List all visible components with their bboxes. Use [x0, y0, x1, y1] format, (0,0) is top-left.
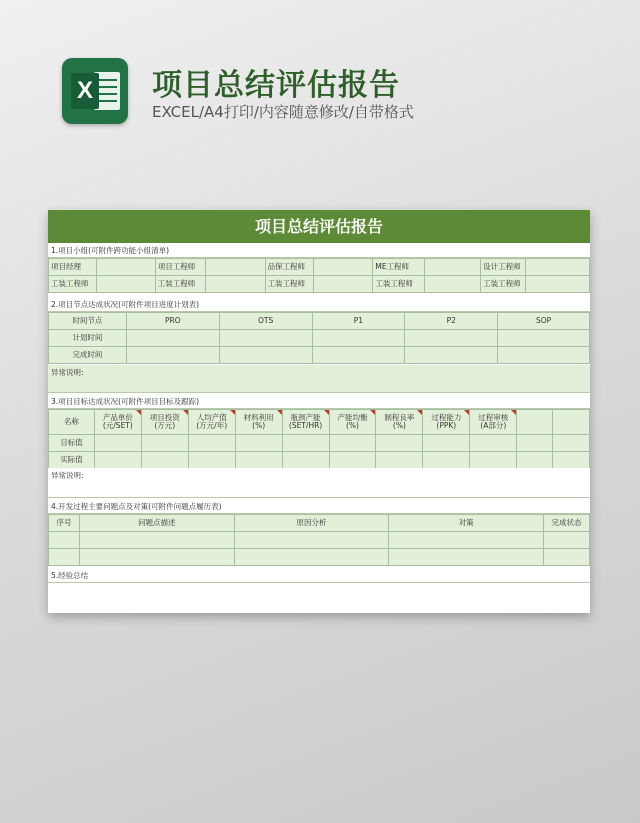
team-row: [49, 276, 590, 293]
issue-cell[interactable]: [389, 549, 544, 566]
team-table: [48, 258, 590, 293]
target-header: 过程能力 (PPK): [423, 410, 470, 435]
target-header: 人均产值 (万元/年): [188, 410, 235, 435]
page-subtitle: EXCEL/A4打印/内容随意修改/自带格式: [152, 103, 414, 121]
target-header: 过程审核 (A部分): [470, 410, 517, 435]
excel-letter: X: [71, 73, 99, 109]
date-cell[interactable]: [219, 347, 312, 364]
target-exception-note[interactable]: 异常说明:: [48, 468, 590, 498]
role-label: 设计工程师: [481, 259, 526, 276]
target-cell[interactable]: [376, 435, 423, 452]
role-value[interactable]: [526, 259, 590, 276]
target-row-label: 实际值: [49, 452, 95, 469]
role-value[interactable]: [313, 276, 373, 293]
date-cell[interactable]: [498, 347, 590, 364]
section-3-label: 3.项目目标达成状况(可附件项目目标及跟踪): [48, 394, 590, 409]
target-cell[interactable]: [470, 452, 517, 469]
role-value[interactable]: [425, 276, 481, 293]
excel-icon: [62, 58, 128, 124]
spreadsheet-preview: [48, 210, 590, 613]
issue-header: 对策: [389, 515, 544, 532]
date-cell[interactable]: [498, 330, 590, 347]
role-value[interactable]: [96, 259, 155, 276]
issue-cell[interactable]: [234, 549, 389, 566]
target-cell[interactable]: [376, 452, 423, 469]
role-label: 工装工程师: [373, 276, 425, 293]
role-label: 工装工程师: [155, 276, 205, 293]
role-label: 项目经理: [49, 259, 97, 276]
milestone-header: P2: [405, 313, 498, 330]
issue-header: 完成状态: [544, 515, 590, 532]
target-name-header: 名称: [49, 410, 95, 435]
issue-table: [48, 514, 590, 566]
target-cell[interactable]: [423, 452, 470, 469]
issue-cell[interactable]: [49, 549, 80, 566]
target-cell[interactable]: [329, 435, 376, 452]
milestone-header: PRO: [126, 313, 219, 330]
issue-cell[interactable]: [544, 549, 590, 566]
target-cell[interactable]: [423, 435, 470, 452]
role-value[interactable]: [96, 276, 155, 293]
date-cell[interactable]: [219, 330, 312, 347]
issue-cell[interactable]: [49, 532, 80, 549]
role-value[interactable]: [205, 276, 265, 293]
target-cell[interactable]: [141, 435, 188, 452]
milestone-header: P1: [312, 313, 405, 330]
target-cell[interactable]: [282, 452, 329, 469]
milestone-row-label: 完成时间: [49, 347, 127, 364]
target-cell[interactable]: [282, 435, 329, 452]
role-label: 项目工程师: [155, 259, 205, 276]
milestone-header: OTS: [219, 313, 312, 330]
target-header: 制程良率 (%): [376, 410, 423, 435]
target-header: 产品单价 (元/SET): [94, 410, 141, 435]
milestone-row: [49, 330, 590, 347]
target-cell[interactable]: [329, 452, 376, 469]
issue-header: 原因分析: [234, 515, 389, 532]
page-title: 项目总结评估报告: [152, 68, 400, 103]
milestone-row: [49, 347, 590, 364]
milestone-table: [48, 312, 590, 364]
target-header-row: [49, 410, 590, 435]
target-table: [48, 409, 590, 469]
issue-header: 序号: [49, 515, 80, 532]
target-cell[interactable]: [553, 410, 590, 435]
section-1-label: 1.项目小组(可附件跨功能小组清单): [48, 243, 590, 258]
section-4-label: 4.开发过程主要问题点及对策(可附件问题点履历表): [48, 499, 590, 514]
issue-header-row: [49, 515, 590, 532]
milestone-header: 时间节点: [49, 313, 127, 330]
target-header: 产能均衡 (%): [329, 410, 376, 435]
issue-row: [49, 549, 590, 566]
date-cell[interactable]: [126, 347, 219, 364]
target-row: [49, 435, 590, 452]
role-value[interactable]: [425, 259, 481, 276]
target-cell[interactable]: [517, 452, 553, 469]
role-label: 品保工程师: [265, 259, 313, 276]
date-cell[interactable]: [405, 330, 498, 347]
role-value[interactable]: [313, 259, 373, 276]
role-label: ME工程师: [373, 259, 425, 276]
target-row: [49, 452, 590, 469]
milestone-header-row: [49, 313, 590, 330]
role-label: 工装工程师: [49, 276, 97, 293]
target-cell[interactable]: [94, 452, 141, 469]
date-cell[interactable]: [312, 330, 405, 347]
issue-header: 问题点描述: [79, 515, 234, 532]
date-cell[interactable]: [405, 347, 498, 364]
issue-cell[interactable]: [234, 532, 389, 549]
target-cell[interactable]: [517, 435, 553, 452]
issue-cell[interactable]: [79, 532, 234, 549]
target-header: 材料利用 (%): [235, 410, 282, 435]
target-cell[interactable]: [141, 452, 188, 469]
issue-row: [49, 532, 590, 549]
sheet-title: 项目总结评估报告: [48, 210, 590, 243]
issue-cell[interactable]: [389, 532, 544, 549]
team-row: [49, 259, 590, 276]
milestone-row-label: 计划时间: [49, 330, 127, 347]
target-cell[interactable]: [188, 435, 235, 452]
target-cell[interactable]: [188, 452, 235, 469]
role-value[interactable]: [526, 276, 590, 293]
milestone-header: SOP: [498, 313, 590, 330]
target-cell[interactable]: [235, 452, 282, 469]
target-cell[interactable]: [553, 452, 590, 469]
section-2-label: 2.项目节点达成状况(可附件项目进度计划表): [48, 297, 590, 312]
target-cell[interactable]: [235, 435, 282, 452]
date-cell[interactable]: [126, 330, 219, 347]
target-header: 瓶颈产能 (SET/HR): [282, 410, 329, 435]
target-cell[interactable]: [553, 435, 590, 452]
section-5-label: 5.经验总结: [48, 568, 590, 583]
target-cell[interactable]: [470, 435, 517, 452]
role-label: 工装工程师: [265, 276, 313, 293]
role-value[interactable]: [205, 259, 265, 276]
target-cell[interactable]: [94, 435, 141, 452]
issue-cell[interactable]: [544, 532, 590, 549]
target-header: 项目投资 (万元): [141, 410, 188, 435]
role-label: 工装工程师: [481, 276, 526, 293]
summary-area[interactable]: [48, 584, 590, 613]
date-cell[interactable]: [312, 347, 405, 364]
target-cell[interactable]: [517, 410, 553, 435]
target-row-label: 目标值: [49, 435, 95, 452]
issue-cell[interactable]: [79, 549, 234, 566]
milestone-exception-note[interactable]: 异常说明:: [48, 365, 590, 393]
